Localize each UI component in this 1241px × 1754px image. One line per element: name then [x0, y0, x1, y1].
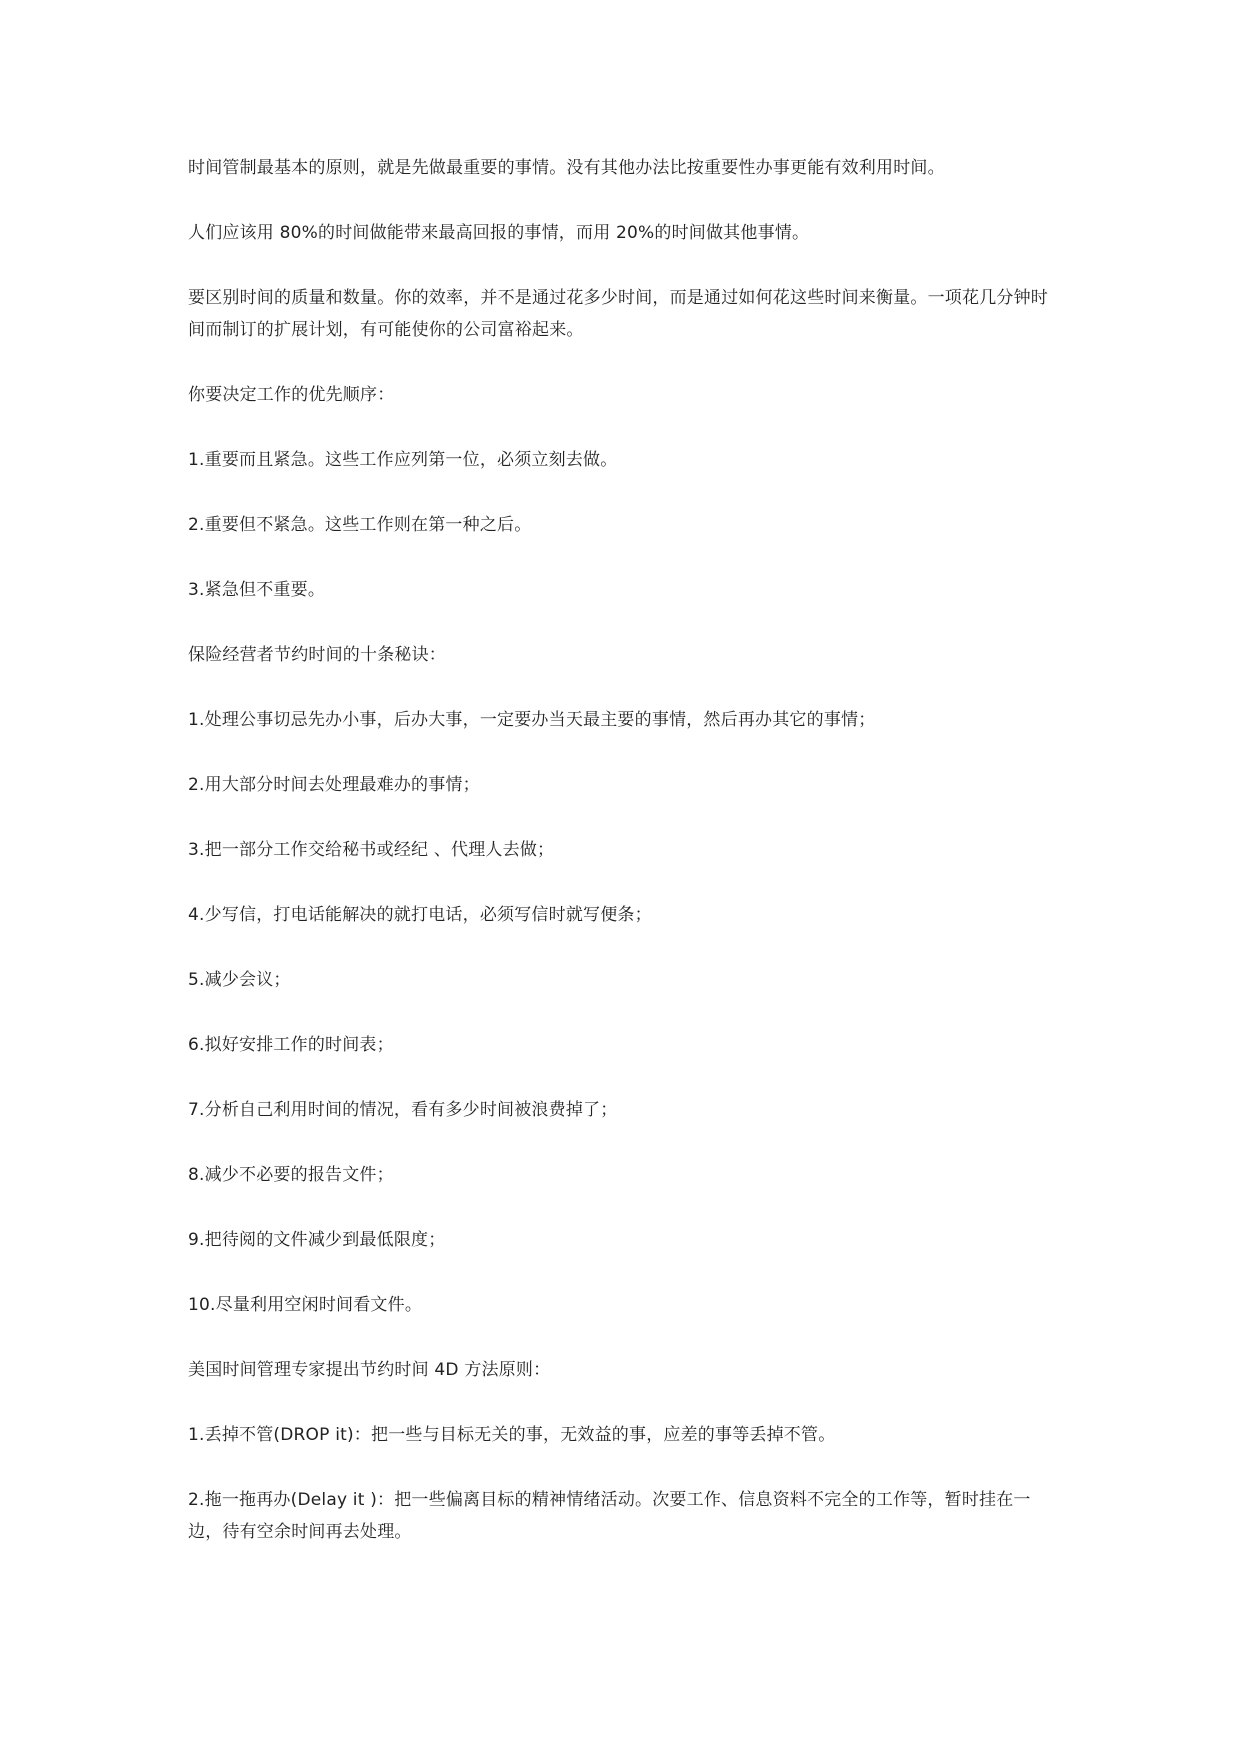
- list-item: 2.重要但不紧急。这些工作则在第一种之后。: [188, 515, 532, 535]
- list-item: 6.拟好安排工作的时间表；: [188, 1035, 394, 1055]
- list-item: 10.尽量利用空闲时间看文件。: [188, 1295, 423, 1315]
- list-item: 4.少写信，打电话能解决的就打电话，必须写信时就写便条；: [188, 905, 652, 925]
- list-item: 8.减少不必要的报告文件；: [188, 1165, 394, 1185]
- paragraph: 时间管制最基本的原则，就是先做最重要的事情。没有其他办法比按重要性办事更能有效利用时间。: [188, 158, 945, 178]
- section-heading: 你要决定工作的优先顺序：: [188, 385, 395, 405]
- paragraph: 人们应该用 80%的时间做能带来最高回报的事情，而用 20%的时间做其他事情。: [188, 223, 810, 243]
- section-heading: 美国时间管理专家提出节约时间 4D 方法原则：: [188, 1360, 551, 1380]
- list-item: 2.用大部分时间去处理最难办的事情；: [188, 775, 480, 795]
- list-item: 1.处理公事切忌先办小事，后办大事，一定要办当天最主要的事情，然后再办其它的事情；: [188, 710, 876, 730]
- list-item: 3.把一部分工作交给秘书或经纪 、代理人去做；: [188, 840, 555, 860]
- list-item: 2.拖一拖再办(Delay it )：把一些偏离目标的精神情绪活动。次要工作、信息资料不完全的工作等，暂时挂在一边，待有空余时间再去处理。: [188, 1490, 1031, 1542]
- paragraph: 要区别时间的质量和数量。你的效率，并不是通过花多少时间，而是通过如何花这些时间来衡量。一项花几分钟时间而制订的扩展计划，有可能使你的公司富裕起来。: [188, 288, 1048, 340]
- list-item: 7.分析自己利用时间的情况，看有多少时间被浪费掉了；: [188, 1100, 618, 1120]
- document-body: [188, 152, 1058, 1581]
- list-item: 9.把待阅的文件减少到最低限度；: [188, 1230, 446, 1250]
- list-item: 1.重要而且紧急。这些工作应列第一位，必须立刻去做。: [188, 450, 618, 470]
- section-heading: 保险经营者节约时间的十条秘诀：: [188, 645, 446, 665]
- list-item: 3.紧急但不重要。: [188, 580, 326, 600]
- list-item: 5.减少会议；: [188, 970, 291, 990]
- list-item: 1.丢掉不管(DROP it)：把一些与目标无关的事，无效益的事，应差的事等丢掉不管。: [188, 1425, 836, 1445]
